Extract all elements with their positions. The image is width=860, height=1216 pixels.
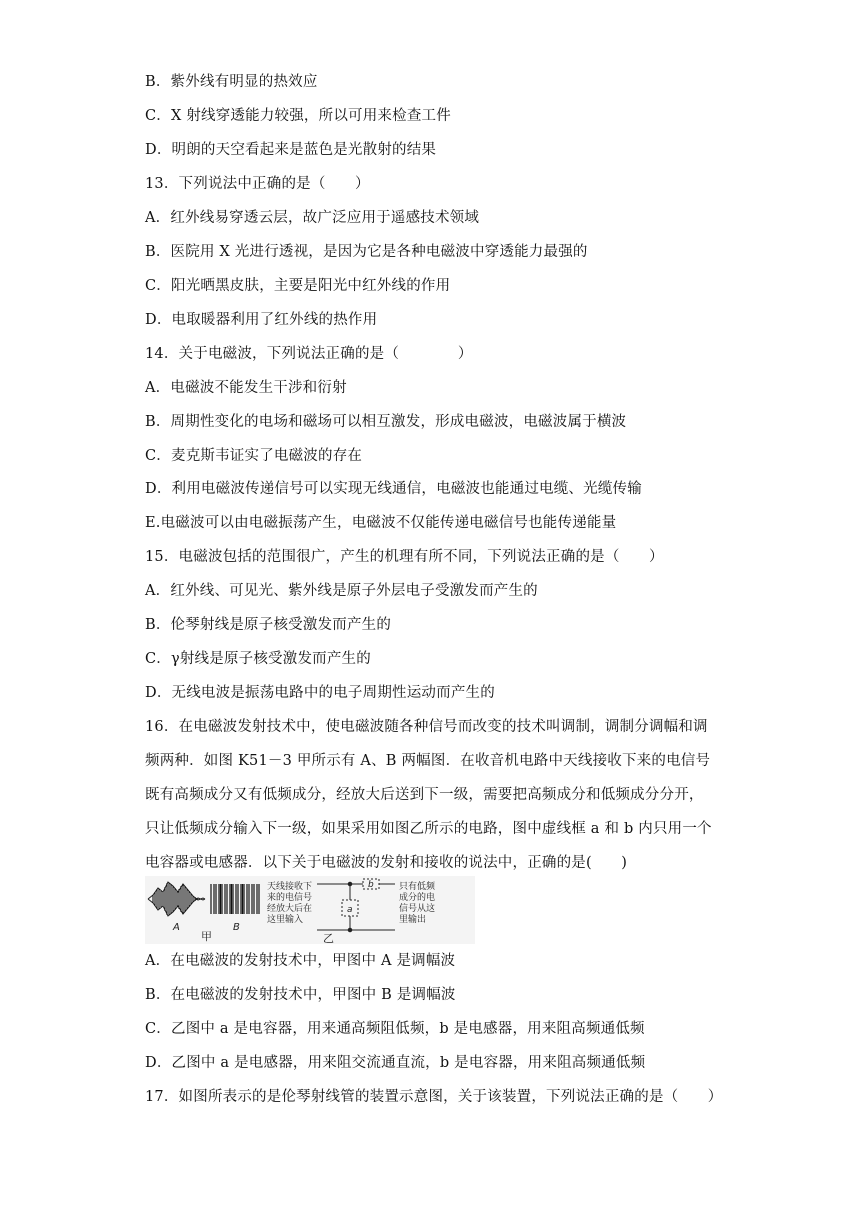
text-line: C．X 射线穿透能力较强，所以可用来检查工件 [145,108,451,124]
svg-text:这里输入: 这里输入 [267,915,304,925]
text-line: B．周期性变化的电场和磁场可以相互激发，形成电磁波，电磁波属于横波 [145,414,627,430]
text-line: C．麦克斯韦证实了电磁波的存在 [145,448,363,464]
label-b: b [368,880,374,890]
text-line: A．红外线、可见光、紫外线是原子外层电子受激发而产生的 [145,583,538,599]
text-line: B．紫外线有明显的热效应 [145,74,318,90]
text-line: D．电取暖器利用了红外线的热作用 [145,312,378,328]
text-line: B．医院用 X 光进行透视，是因为它是各种电磁波中穿透能力最强的 [145,244,588,260]
svg-text:来的电信号: 来的电信号 [267,893,313,903]
label-B: B [233,922,240,933]
text-line: 既有高频成分又有低频成分，经放大后送到下一级，需要把高频成分和低频成分分开， [145,787,704,803]
text-line: D．无线电波是振荡电路中的电子周期性运动而产生的 [145,685,495,701]
label-A: A [173,922,180,933]
svg-text:成分的电: 成分的电 [399,893,436,903]
question-14-stem: 14．关于电磁波，下列说法正确的是（ ） [145,346,473,362]
text-line: A．电磁波不能发生干涉和衍射 [145,380,347,396]
text-line: C．乙图中 a 是电容器，用来通高频阻低频，b 是电感器，用来阻高频通低频 [145,1021,645,1037]
svg-text:经放大后在: 经放大后在 [267,904,313,914]
text-line: A．红外线易穿透云层，故广泛应用于遥感技术领域 [145,210,480,226]
text-line: C．阳光晒黑皮肤，主要是阳光中红外线的作用 [145,278,451,294]
text-line: 频两种．如图 K51－3 甲所示有 A、B 两幅图．在收音机电路中天线接收下来的电信号 [145,753,711,769]
question-16-stem: 16．在电磁波发射技术中，使电磁波随各种信号而改变的技术叫调制，调制分调幅和调 [145,719,708,735]
label-jia: 甲 [201,930,212,943]
text-line: B．伦琴射线是原子核受激发而产生的 [145,617,392,633]
question-13-stem: 13．下列说法中正确的是（ ） [145,176,370,192]
label-yi: 乙 [323,932,334,944]
text-line: C．γ射线是原子核受激发而产生的 [145,651,371,667]
circuit-figure [145,876,475,944]
question-17-stem: 17．如图所表示的是伦琴射线管的装置示意图，关于该装置，下列说法正确的是（ ） [145,1089,723,1105]
text-line: D．利用电磁波传递信号可以实现无线通信，电磁波也能通过电缆、光缆传输 [145,481,642,497]
text-line: B．在电磁波的发射技术中，甲图中 B 是调幅波 [145,987,456,1003]
svg-text:天线接收下: 天线接收下 [267,882,313,892]
text-line: D．明朗的天空看起来是蓝色是光散射的结果 [145,142,437,158]
text-line: 电容器或电感器．以下关于电磁波的发射和接收的说法中，正确的是( ) [145,855,628,871]
text-line: E.电磁波可以由电磁振荡产生，电磁波不仅能传递电磁信号也能传递能量 [145,515,617,531]
svg-text:里输出: 里输出 [399,915,427,925]
text-line: A．在电磁波的发射技术中，甲图中 A 是调幅波 [145,953,456,969]
svg-text:只有低频: 只有低频 [399,882,436,892]
text-line: D．乙图中 a 是电感器，用来阻交流通直流，b 是电容器，用来阻高频通低频 [145,1055,646,1071]
text-line: 只让低频成分输入下一级，如果采用如图乙所示的电路，图中虚线框 a 和 b 内只用一个 [145,821,712,837]
label-a: a [347,905,353,915]
svg-text:信号从这: 信号从这 [399,904,436,914]
question-15-stem: 15．电磁波包括的范围很广，产生的机理有所不同，下列说法正确的是（ ） [145,549,664,565]
